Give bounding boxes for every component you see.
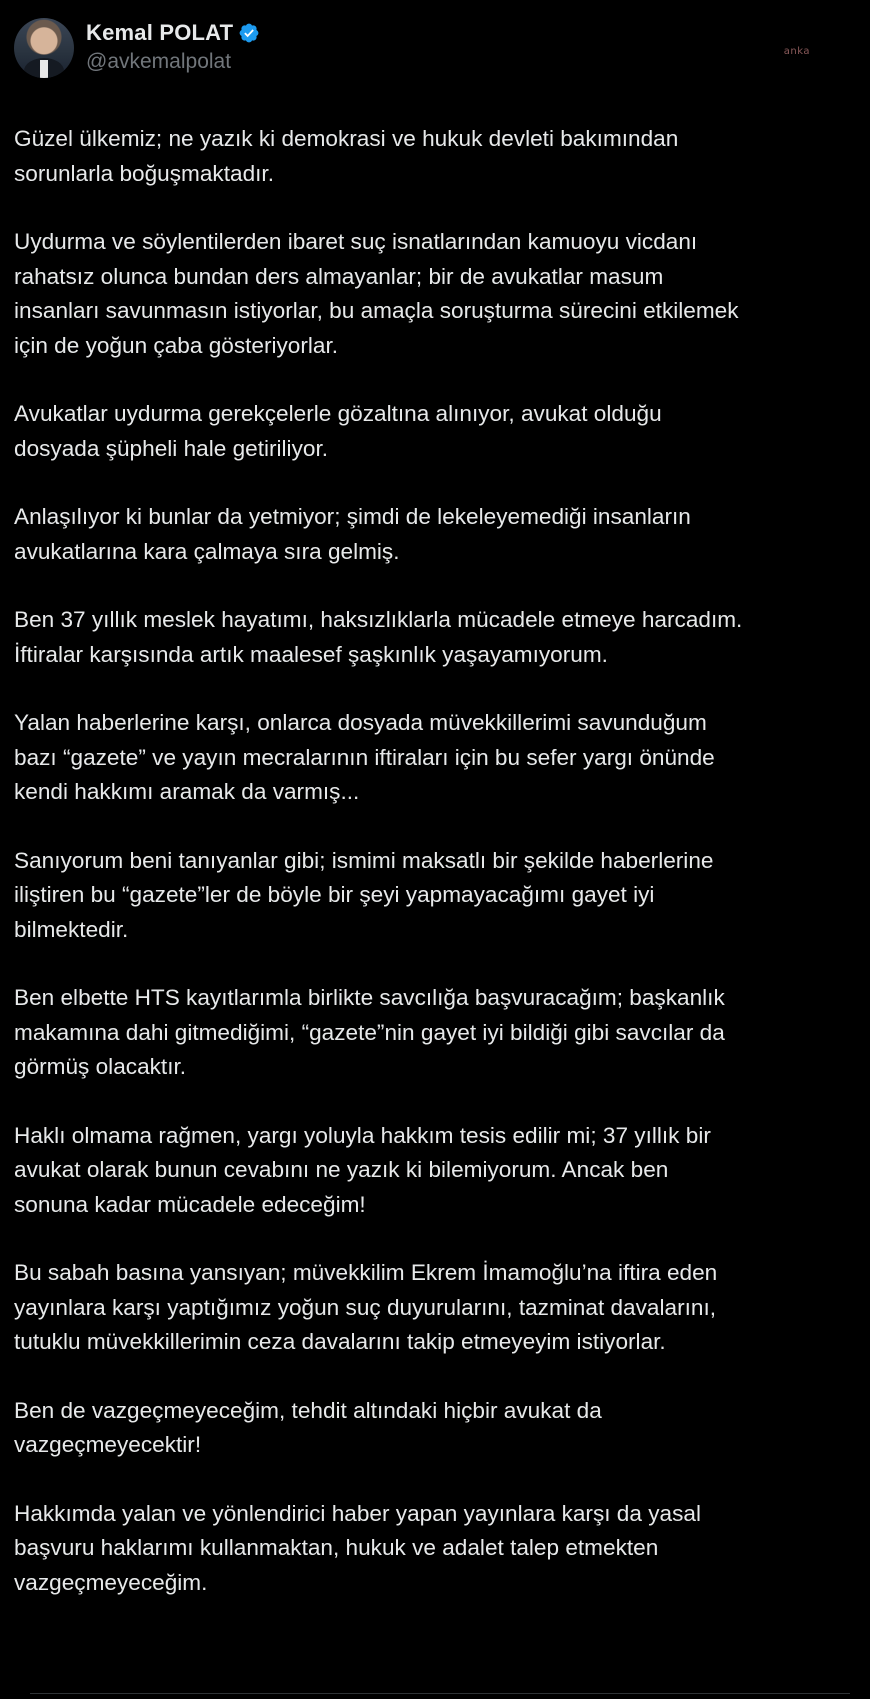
- tweet-text-line: kendi hakkımı aramak da varmış...: [14, 779, 360, 804]
- tweet-text-line: sorunlarla boğuşmaktadır.: [14, 160, 274, 186]
- tweet-paragraph: [14, 122, 870, 191]
- tweet-text-line: tutuklu müvekkillerimin ceza davalarını takip etmeyeyim istiyorlar.: [14, 1329, 666, 1354]
- news-agency-watermark: anka: [783, 46, 810, 57]
- tweet-body: [14, 122, 870, 1600]
- tweet-text-line: Haklı olmama rağmen, yargı yoluyla hakkım tesis edilir mi; 37 yıllık bir: [14, 1122, 711, 1148]
- tweet-text-line: Ben elbette HTS kayıtlarımla birlikte savcılığa başvuracağım; başkanlık: [14, 985, 725, 1010]
- tweet-text-line: vazgeçmeyeceğim.: [14, 1569, 208, 1595]
- tweet-text-line: bilmektedir.: [14, 916, 129, 942]
- tweet-paragraph: [14, 500, 870, 569]
- tweet-text-line: iliştiren bu “gazete”ler de böyle bir şeyi yapmayacağımı gayet iyi: [14, 882, 655, 907]
- user-handle[interactable]: @avkemalpolat: [86, 50, 232, 73]
- tweet-paragraph: [14, 603, 870, 672]
- tweet-text-line: başvuru haklarımı kullanmaktan, hukuk ve adalet talep etmekten: [14, 1535, 659, 1560]
- tweet-text-line: Anlaşılıyor ki bunlar da yetmiyor; şimdi de lekeleyemediği insanların: [14, 504, 691, 529]
- tweet-text-line: Yalan haberlerine karşı, onlarca dosyada müvekkillerimi savunduğum: [14, 710, 707, 735]
- tweet-text-line: Ben de vazgeçmeyeceğim, tehdit altındaki hiçbir avukat da: [14, 1397, 602, 1423]
- tweet-paragraph: [14, 397, 870, 466]
- name-row: [86, 20, 260, 46]
- verified-badge-icon: [238, 22, 260, 44]
- tweet-paragraph: [14, 981, 870, 1085]
- avatar-shirt: [40, 60, 48, 78]
- avatar[interactable]: [14, 18, 74, 78]
- tweet-paragraph: [14, 844, 870, 948]
- tweet-paragraph: [14, 1497, 870, 1601]
- tweet-paragraph: [14, 706, 870, 810]
- tweet-text-line: Hakkımda yalan ve yönlendirici haber yapan yayınlara karşı da yasal: [14, 1500, 701, 1526]
- author-names: [86, 18, 260, 74]
- tweet-text-line: avukat olarak bunun cevabını ne yazık ki bilemiyorum. Ancak ben: [14, 1157, 669, 1182]
- tweet-text-line: Avukatlar uydurma gerekçelerle gözaltına alınıyor, avukat olduğu: [14, 401, 662, 426]
- tweet-text-line: bazı “gazete” ve yayın mecralarının iftiraları için bu sefer yargı önünde: [14, 744, 715, 770]
- tweet-text-line: makamına dahi gitmediğimi, “gazete”nin gayet iyi bildiği gibi savcılar da: [14, 1019, 725, 1045]
- tweet-text-line: yayınlara karşı yaptığımız yoğun suç duyurularını, tazminat davalarını,: [14, 1294, 716, 1320]
- tweet-header: [14, 18, 856, 90]
- tweet-text-line: görmüş olacaktır.: [14, 1054, 187, 1079]
- tweet-paragraph: [14, 1256, 870, 1360]
- tweet-paragraph: [14, 1119, 870, 1223]
- tweet-paragraph: [14, 225, 870, 363]
- tweet-text-line: dosyada şüpheli hale getiriliyor.: [14, 435, 328, 461]
- tweet-text-line: Ben 37 yıllık meslek hayatımı, haksızlıklarla mücadele etmeye harcadım.: [14, 607, 743, 632]
- tweet-text-line: avukatlarına kara çalmaya sıra gelmiş.: [14, 538, 400, 564]
- tweet-text-line: Güzel ülkemiz; ne yazık ki demokrasi ve hukuk devleti bakımından: [14, 126, 679, 151]
- tweet-text-line: için de yoğun çaba gösteriyorlar.: [14, 332, 339, 358]
- tweet-text-line: sonuna kadar mücadele edeceğim!: [14, 1191, 366, 1217]
- tweet-text-line: vazgeçmeyecektir!: [14, 1432, 202, 1457]
- tweet-text-line: Sanıyorum beni tanıyanlar gibi; ismimi maksatlı bir şekilde haberlerine: [14, 847, 714, 873]
- tweet-text-line: Uydurma ve söylentilerden ibaret suç isnatlarından kamuoyu vicdanı: [14, 229, 698, 254]
- tweet-text-line: insanları savunmasın istiyorlar, bu amaçla soruşturma sürecini etkilemek: [14, 298, 739, 323]
- divider: [30, 1693, 850, 1694]
- tweet-text-line: İftiralar karşısında artık maalesef şaşkınlık yaşayamıyorum.: [14, 641, 608, 667]
- display-name[interactable]: Kemal POLAT: [86, 20, 234, 45]
- tweet-text-line: Bu sabah basına yansıyan; müvekkilim Ekrem İmamoğlu’na iftira eden: [14, 1260, 718, 1285]
- tweet-text-line: rahatsız olunca bundan ders almayanlar; bir de avukatlar masum: [14, 263, 664, 289]
- tweet-paragraph: [14, 1394, 870, 1463]
